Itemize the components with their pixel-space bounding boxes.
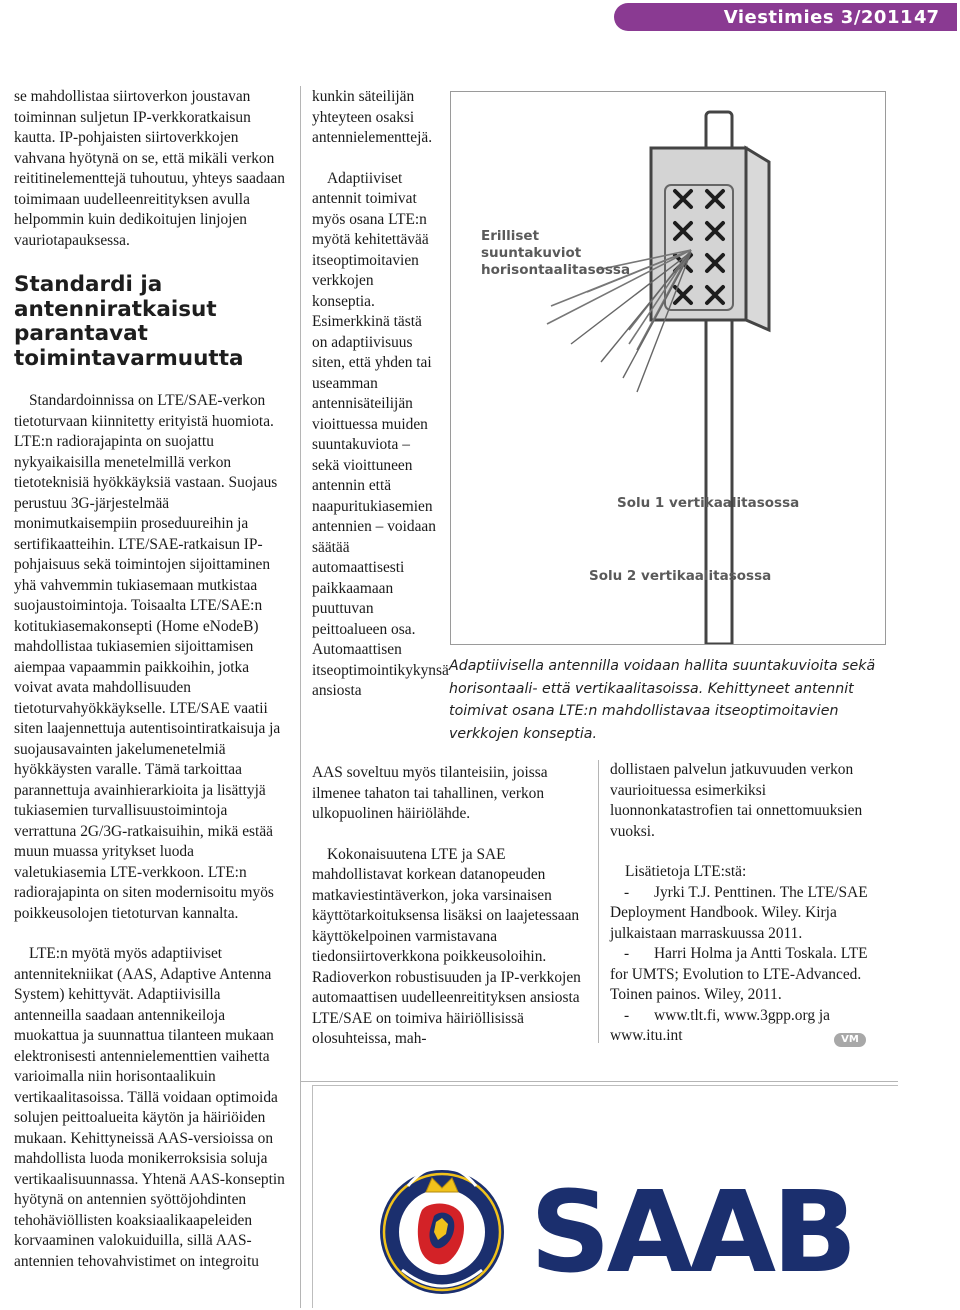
column-rule-left [300,86,301,1308]
ad-top-rule [300,1081,898,1082]
column-rule-right [598,760,599,1043]
column-2-narrow [312,87,449,702]
antenna-illustration [451,92,885,644]
reference-dash: - [624,883,630,901]
header-band [614,3,957,31]
figure-label-cell-1: Solu 1 vertikaalitasossa [617,495,800,511]
antenna-figure [450,91,886,645]
reference-item [610,944,886,1006]
col1-paragraph-1: se mahdollistaa siirtoverkon joustavan toiminnan suljetun IP-verkkoratkaisun kautta. IP-pohjaisten siirtoverkkojen vahvana hyötynä on se, että mikäli verkon reititinelementtejä tuhoutuu, yhteys saadaan toimimaan uudelleenreitityksen avulla helpommin kuin dedikoitujen linjojen vauriotapauksessa. [14,88,285,249]
reference-dash: - [624,1006,630,1024]
col3-paragraph-1: dollistaen palvelun jatkuvuuden verkon vaurioituessa esimerkiksi luonnonkatastrofien tai onnettomuuksien vuoksi. [610,761,863,840]
col2-paragraph-2-continued: AAS soveltuu myös tilanteisiin, joissa ilmenee tahaton tai tahallinen, verkon ulkopuolinen häiriölähde. [312,764,548,822]
col1-paragraph-2: Standardoinnissa on LTE/SAE-verkon tietoturvaan kiinnitetty erityistä huomiota. LTE:n radiorajapinta on suojattu nykyaikaisilla menetelmillä verkon tietoteknisiä hyökkäyksiä vastaan. Suojaus perustuu 3G-järjestelmää monimutkaisempiin proseduureihin ja sertifikaatteihin. LTE/SAE-ratkaisun IP-pohjaisuus sekä toimintojen sijoittaminen yhä vahvemmin tukiasemaan mutkistaa suojaustoimintoja. Toisaalta LTE/SAE:n kotitukiasemakonsepti (Home eNodeB) mahdollistaa tukiasemien sijoittamisen aiempaa vapaammin paikkoihin, jotka voivat avata mahdollisuuden tietoturvahyökkäykselle. LTE/SAE vaatii siten laajennettuja autentisointiratkaisuja ja suojausavainten jakelumenetelmiä hyökkäysten varalle. Tämä tarkoittaa parannettuja avainhierarkioita ja lisättyjä tukiasemien turvallisuustoimintoja verrattuna 2G/3G-ratkaisuihin, mikä estää muun muassa yritykset luoda valetukiasemia LTE-verkkoon. LTE:n radiorajapinta on siten modernisoitu myös poikkeusolojen tietoturvan kannalta. [14,392,281,922]
col2-paragraph-1: kunkin säteilijän yhteyteen osaksi antennielementtejä. [312,88,433,146]
col2-paragraph-3: Kokonaisuutena LTE ja SAE mahdollistavat korkean datanopeuden matkaviestintäverkon, joka varsinaisen käyttötarkoituksensa lisäksi on laajetessaan käyttökelpoinen varmistavana tiedonsiirtoverkkona poikkeusoloihin. Radioverkon robustisuuden ja IP-verkkojen automaattisen uudelleenreitityksen ansiosta LTE/SAE on toimiva häiriöllisissä olosuhteissa, mah- [312,845,581,1047]
publication-title: Viestimies 3/2011 [723,7,913,28]
page-number: 47 [913,7,939,28]
reference-item [610,883,886,945]
col2-paragraph-2: Adaptiiviset antennit toimivat myös osana LTE:n myötä kehitettävää itseoptimoitavien verkkojen konseptia. Esimerkkinä tästä on adaptiivisuus siten, että yhden tai useamman antennisäteilijän vioittuessa muiden suuntakuviota – sekä vioittuneen antennin että naapuritukiasemien antennien – voidaan säätää automaattisesti paikkaamaan puuttuvan peittoalueen osa. Automaattisen itseoptimointikykynsä ansiosta [312,169,449,699]
col1-paragraph-3: LTE:n myötä myös adaptiiviset antennitekniikat (AAS, Adaptive Antenna System) kehittyvät. Adaptiivisilla antenneilla saadaan antennikeiloja muokattua ja suunnattua tilanteen mukaan elektronisesti antennielementtien vaihetta varioimalla niin horisontaalikuin vertikaalitasoissa. Tällä voidaan optimoida solujen peittoalueita käytön ja häiriöiden mukaan. Kehittyneissä AAS-versioissa on mahdollista luoda monikerroksisia soluja vertikaalisuunnassa. Yhtenä AAS-konseptin hyötynä on antennien syöttöjohdinten tehohäviöllisten koaksiaalikaapeleiden korvaaminen valokuiduilla, sillä AAS-antennien tehovahvistimet on integroitu [14,945,285,1270]
references-title: Lisätietoja LTE:stä: [625,863,747,880]
figure-caption: Adaptiivisella antennilla voidaan hallita suuntakuvioita sekä horisontaali- että vertikaalitasoissa. Kehittyneet antennit toimivat osana LTE:n mahdollistavaa itseoptimoitavien verkkojen konseptia. [449,658,876,742]
figure-label-cell-2: Solu 2 vertikaalitasossa [589,568,772,584]
vm-end-badge: VM [834,1033,866,1047]
reference-text: Harri Holma ja Antti Toskala. LTE for UMTS; Evolution to LTE-Advanced. Toinen painos. Wiley, 2011. [610,945,868,1003]
reference-text: www.tlt.fi, www.3gpp.org ja www.itu.int [610,1006,830,1044]
saab-wordmark: SAAB [530,1168,854,1298]
column-1 [14,87,290,1272]
figure-label-horizontal: Erilliset suuntakuviot horisontaalitasossa [481,228,631,278]
column-2-wide [312,763,588,1050]
saab-seal-logo [378,1152,506,1300]
column-3 [610,760,886,1047]
reference-text: Jyrki T.J. Penttinen. The LTE/SAE Deployment Handbook. Wiley. Kirja julkaistaan marraskuussa 2011. [610,883,868,942]
section-heading: Standardi ja antenniratkaisut parantavat toimintavarmuutta [14,272,244,371]
reference-dash: - [624,945,630,962]
